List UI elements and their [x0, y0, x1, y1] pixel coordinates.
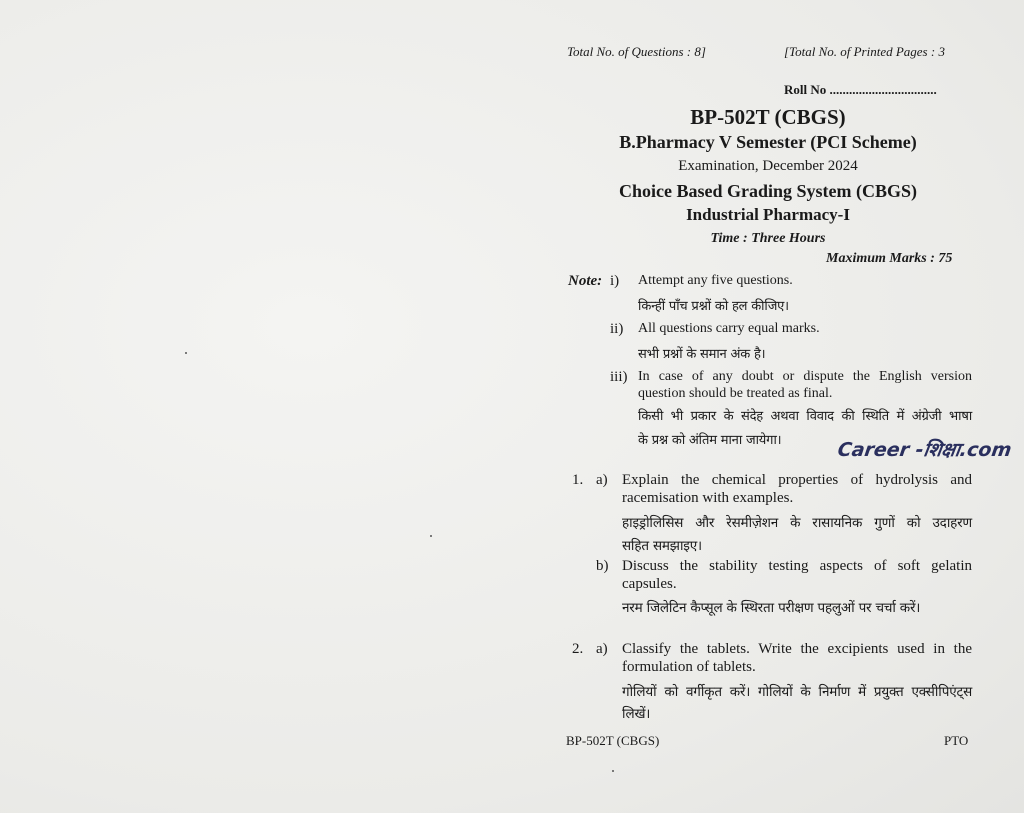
subject-title: Industrial Pharmacy-I [686, 205, 850, 224]
question-part-label: a) [596, 472, 608, 488]
footer-paper-code: BP-502T (CBGS) [566, 733, 660, 748]
note-item-text: question should be treated as final. [638, 386, 833, 401]
maximum-marks: Maximum Marks : 75 [826, 251, 953, 266]
note-item-hindi: किन्हीं पाँच प्रश्नों को हल कीजिए। [638, 299, 789, 314]
question-hindi: सहित समझाइए। [622, 538, 702, 554]
note-item-number: ii) [610, 321, 624, 337]
footer-pto: PTO [944, 733, 969, 748]
note-item-hindi: किसी भी प्रकार के संदेह अथवा विवाद की स्थिति में अंग्रेजी भाषा [638, 409, 972, 424]
question-text: racemisation with examples. [622, 490, 794, 506]
scan-speck [612, 770, 614, 772]
question-hindi: गोलियों को वर्गीकृत करें। गोलियों के निर्माण में प्रयुक्त एक्सीपिएंट्स [622, 684, 972, 700]
question-hindi: नरम जिलेटिन कैप्सूल के स्थिरता परीक्षण पहलुओं पर चर्चा करें। [622, 600, 921, 616]
question-text: formulation of tablets. [622, 659, 756, 675]
total-pages: [Total No. of Printed Pages : 3 [784, 44, 945, 59]
note-item-hindi: के प्रश्न को अंतिम माना जायेगा। [638, 433, 782, 448]
note-item-text: Attempt any five questions. [638, 273, 793, 288]
note-item-number: iii) [610, 369, 628, 385]
note-item-text: In case of any doubt or dispute the English version [638, 369, 972, 384]
note-item-hindi: सभी प्रश्नों के समान अंक है। [638, 347, 766, 362]
scan-speck [430, 535, 432, 537]
question-number: 1. [572, 472, 584, 488]
question-text: Explain the chemical properties of hydrolysis and [622, 472, 972, 488]
grading-system: Choice Based Grading System (CBGS) [618, 181, 917, 201]
course-title: B.Pharmacy V Semester (PCI Scheme) [619, 132, 917, 152]
question-part-label: b) [596, 558, 609, 574]
time-limit: Time : Three Hours [710, 231, 826, 246]
question-number: 2. [572, 641, 584, 657]
total-questions: Total No. of Questions : 8] [567, 44, 706, 59]
question-hindi: हाइड्रोलिसिस और रेसमीज़ेशन के रासायनिक गुणों को उदाहरण [622, 515, 972, 531]
roll-no: Roll No ................................. [784, 82, 937, 97]
paper-code: BP-502T (CBGS) [690, 105, 846, 129]
question-part-label: a) [596, 641, 608, 657]
exam-session: Examination, December 2024 [678, 158, 858, 174]
note-label: Note: [568, 273, 603, 289]
note-item-number: i) [610, 273, 620, 289]
question-text: Discuss the stability testing aspects of soft gelatin [622, 558, 972, 574]
scan-speck [185, 352, 187, 354]
question-text: capsules. [622, 576, 677, 592]
note-item-text: All questions carry equal marks. [638, 321, 820, 336]
watermark-logo: Career -शिक्षा.com [836, 439, 1013, 461]
question-text: Classify the tablets. Write the excipients used in the [622, 641, 972, 657]
question-hindi: लिखें। [622, 706, 651, 722]
